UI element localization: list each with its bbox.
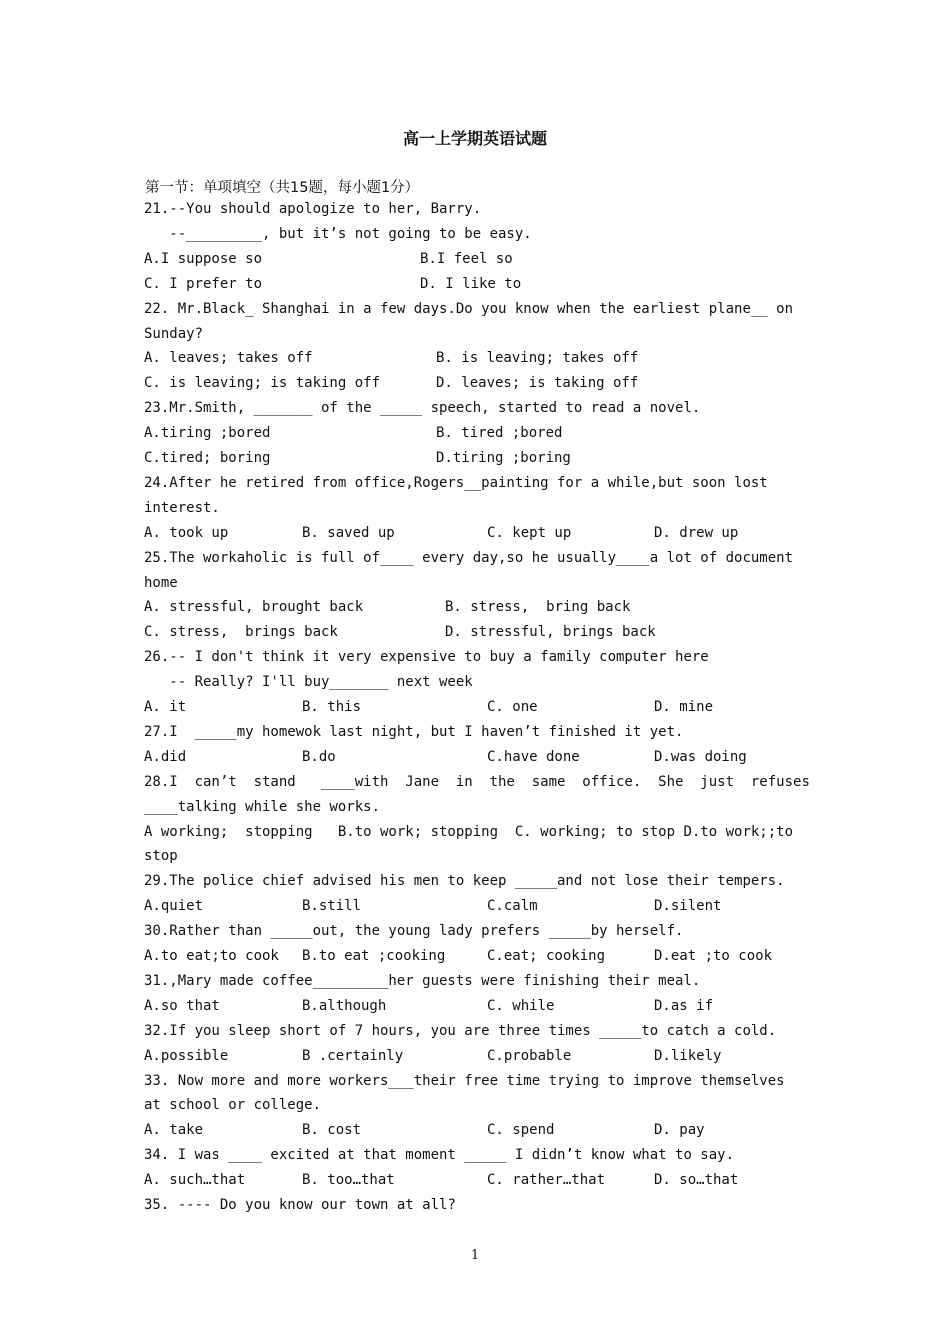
answer-option: A.so that [144, 997, 220, 1014]
question-line: at school or college. [144, 1097, 322, 1114]
answer-option: A.possible [144, 1047, 229, 1064]
answer-option: B. stress, bring back [445, 599, 631, 616]
answer-option: A. it [144, 699, 187, 715]
answer-option: D.tiring ;boring [436, 450, 571, 466]
answer-option: D.as if [654, 997, 714, 1014]
answer-option: C. spend [487, 1122, 555, 1139]
question-line: Sunday? [144, 325, 204, 342]
question-line: 21.--You should apologize to her, Barry. [144, 201, 482, 217]
answer-option: D. I like to [420, 275, 522, 292]
question-line: 35. ---- Do you know our town at all? [144, 1197, 456, 1213]
answer-option: B.to eat ;cooking [302, 948, 446, 964]
answer-option: D. drew up [654, 524, 739, 541]
answer-option: B .certainly [302, 1047, 404, 1064]
answer-option: B. saved up [302, 524, 395, 541]
answer-option: B.I feel so [420, 250, 513, 267]
answer-option: D.eat ;to cook [654, 948, 773, 964]
section-heading: 第一节：单项填空（共15题，每小题1分） [145, 180, 420, 196]
answer-option: C. one [487, 699, 538, 715]
answer-option: C. stress, brings back [144, 624, 338, 641]
answer-option: B. this [302, 699, 362, 715]
answer-option: stop [144, 848, 178, 865]
question-line: ____talking while she works. [144, 798, 381, 815]
answer-option: B. cost [302, 1122, 362, 1139]
answer-option: D.silent [654, 898, 722, 915]
answer-option: A.did [144, 748, 187, 765]
question-line: 25.The workaholic is full of____ every day,so he usually____a lot of document [144, 549, 794, 566]
answer-option: A. such…that [144, 1172, 246, 1189]
question-line: 29.The police chief advised his men to keep _____and not lose their tempers. [144, 873, 785, 890]
question-line: 27.I _____my homewok last night, but I haven’t finished it yet. [144, 723, 684, 740]
answer-option: B. too…that [302, 1172, 395, 1189]
question-line: 23.Mr.Smith, _______ of the _____ speech, started to read a novel. [144, 400, 701, 417]
answer-option: A. leaves; takes off [144, 350, 313, 367]
answer-option: A.tiring ;bored [144, 425, 271, 442]
question-line: 34. I was ____ excited at that moment _____ I didn’t know what to say. [144, 1147, 735, 1164]
answer-option: C.eat; cooking [487, 948, 606, 964]
question-line: --_________, but it’s not going to be easy. [144, 225, 532, 242]
answer-option: B.although [302, 997, 387, 1014]
answer-option: C.tired; boring [144, 450, 271, 466]
question-line: 28.I can’t stand ____with Jane in the same office. She just refuses [144, 773, 810, 790]
answer-option: B. tired ;bored [436, 425, 563, 442]
answer-option: D.likely [654, 1047, 722, 1064]
question-line: 24.After he retired from office,Rogers__painting for a while,but soon lost [144, 474, 768, 491]
answer-option: D. so…that [654, 1172, 739, 1189]
answer-option: A.to eat;to cook [144, 948, 279, 964]
answer-option: C. I prefer to [144, 275, 263, 292]
question-line: 30.Rather than _____out, the young lady prefers _____by herself. [144, 923, 684, 940]
answer-option: A working; stopping B.to work; stopping C. working; to stop D.to work;;to [144, 823, 794, 840]
answer-option: A. took up [144, 524, 229, 541]
answer-option: C. rather…that [487, 1172, 606, 1189]
answer-option: C. kept up [487, 524, 572, 541]
question-line: 26.-- I don't think it very expensive to buy a family computer here [144, 649, 709, 666]
answer-option: A. take [144, 1122, 204, 1139]
answer-option: D. mine [654, 699, 714, 715]
answer-option: D. stressful, brings back [445, 624, 656, 641]
answer-option: A.I suppose so [144, 250, 263, 267]
answer-option: D. pay [654, 1122, 705, 1139]
question-line: 22. Mr.Black_ Shanghai in a few days.Do you know when the earliest plane__ on [144, 300, 794, 317]
question-line: 32.If you sleep short of 7 hours, you are three times _____to catch a cold. [144, 1022, 777, 1039]
answer-option: C. while [487, 997, 555, 1014]
answer-option: D. leaves; is taking off [436, 375, 639, 392]
answer-option: C.probable [487, 1047, 572, 1064]
question-line: -- Really? I'll buy_______ next week [144, 674, 473, 691]
question-line: 33. Now more and more workers___their free time trying to improve themselves [144, 1072, 785, 1089]
answer-option: B. is leaving; takes off [436, 350, 639, 367]
answer-option: C.have done [487, 748, 580, 765]
page-number: 1 [470, 1248, 480, 1263]
answer-option: B.still [302, 898, 362, 915]
answer-option: A. stressful, brought back [144, 599, 364, 616]
answer-option: C.calm [487, 898, 538, 915]
answer-option: C. is leaving; is taking off [144, 375, 381, 392]
page-title: 高一上学期英语试题 [402, 129, 547, 148]
answer-option: A.quiet [144, 898, 204, 915]
question-line: 31.,Mary made coffee_________her guests were finishing their meal. [144, 972, 701, 989]
question-line: home [144, 574, 178, 591]
question-line: interest. [144, 499, 220, 516]
answer-option: D.was doing [654, 748, 747, 765]
answer-option: B.do [302, 748, 336, 765]
